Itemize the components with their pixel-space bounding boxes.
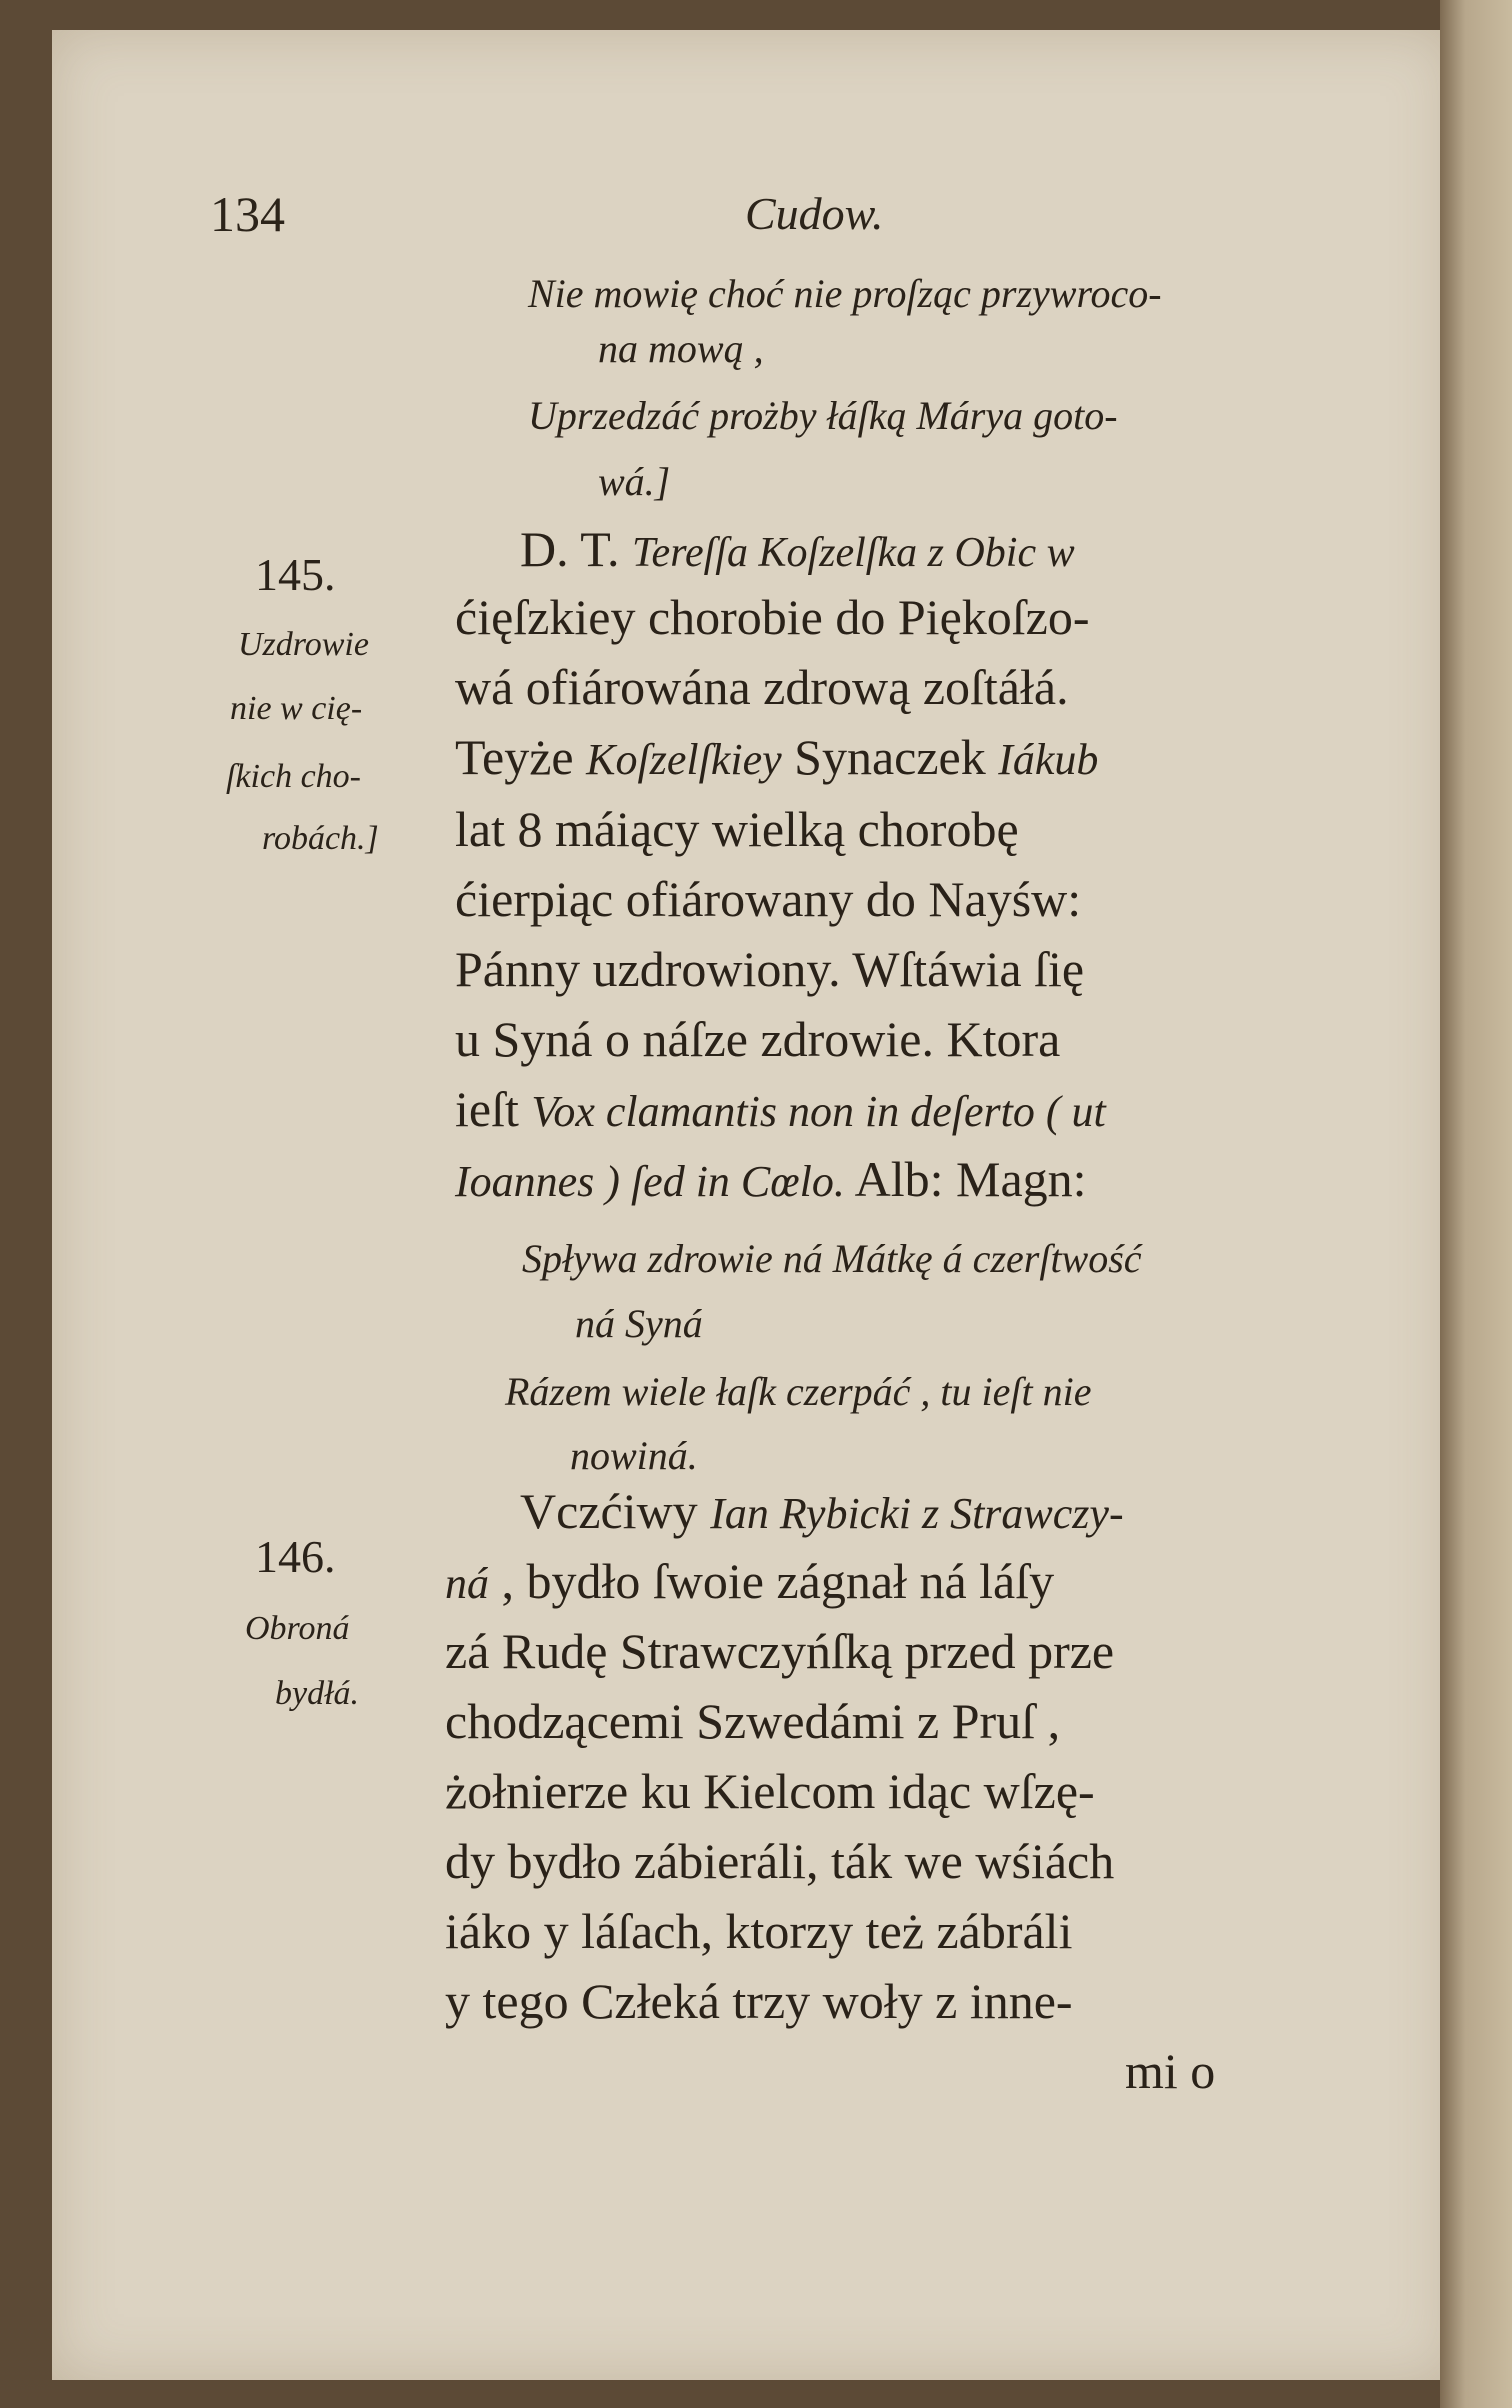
body-line: Teyże Koſzelſkiey Synaczek Iákub [455, 729, 1099, 785]
verse-line: nowiná. [570, 1433, 698, 1478]
body-line: y tego Człeká trzy woły z inne- [445, 1973, 1073, 2029]
verse-line: na mową , [598, 326, 764, 371]
body-line: dy bydło zábieráli, ták we wśiách [445, 1833, 1115, 1889]
body-line: D. T. Tereſſa Koſzelſka z Obic w [520, 521, 1075, 577]
body-line: Vczćiwy Ian Rybicki z Strawczy- [520, 1483, 1124, 1539]
page-header [0, 185, 1512, 265]
catchword: mi o [1125, 2043, 1216, 2099]
entry-number: 145. [255, 549, 336, 600]
margin-note-line: bydłá. [275, 1675, 360, 1712]
margin-note-line: Obroná [245, 1610, 350, 1647]
body-line: ćierpiąc ofiárowany do Nayśw: [455, 871, 1082, 927]
body-line: Pánny uzdrowiony. Wſtáwia ſię [455, 941, 1085, 997]
margin-note-line: robách.] [262, 820, 379, 857]
entry-number: 146. [255, 1531, 336, 1582]
adjacent-page-edge [1440, 0, 1512, 2408]
running-title: Cudow. [745, 188, 884, 239]
verse-line: Rázem wiele łaſk czerpáć , tu ieſt nie [505, 1369, 1092, 1414]
body-line: chodzącemi Szwedámi z Pruſ , [445, 1693, 1061, 1749]
margin-note-line: nie w cię- [230, 690, 363, 727]
body-line: u Syná o náſze zdrowie. Ktora [455, 1011, 1061, 1067]
body-line: zá Rudę Strawczyńſką przed prze [445, 1623, 1115, 1679]
margin-note-line: ſkich cho- [226, 758, 361, 795]
verse-line: Uprzedzáć prożby łáſką Márya goto- [528, 393, 1118, 438]
body-line: ieſt Vox clamantis non in deſerto ( ut [455, 1081, 1106, 1137]
body-line: żołnierze ku Kielcom idąc wſzę- [445, 1763, 1095, 1819]
verse-line: Spływa zdrowie ná Mátkę á czerſtwość [522, 1236, 1142, 1281]
verse-line: wá.] [598, 459, 671, 504]
body-line: Ioannes ) ſed in Cœlo. Alb: Magn: [455, 1151, 1087, 1207]
body-line: ná , bydło ſwoie zágnał ná láſy [445, 1553, 1055, 1609]
margin-note-line: Uzdrowie [238, 626, 369, 663]
body-line: wá ofiárowána zdrową zoſtáłá. [455, 659, 1069, 715]
body-line: iáko y láſach, ktorzy też zábráli [445, 1903, 1073, 1959]
verse-line: ná Syná [575, 1301, 703, 1346]
body-line: lat 8 máiący wielką chorobę [455, 801, 1019, 857]
body-line: ćięſzkiey chorobie do Piękoſzo- [455, 589, 1090, 645]
verse-line: Nie mowię choć nie proſząc przywroco- [528, 271, 1162, 316]
page-number: 134 [210, 186, 285, 242]
